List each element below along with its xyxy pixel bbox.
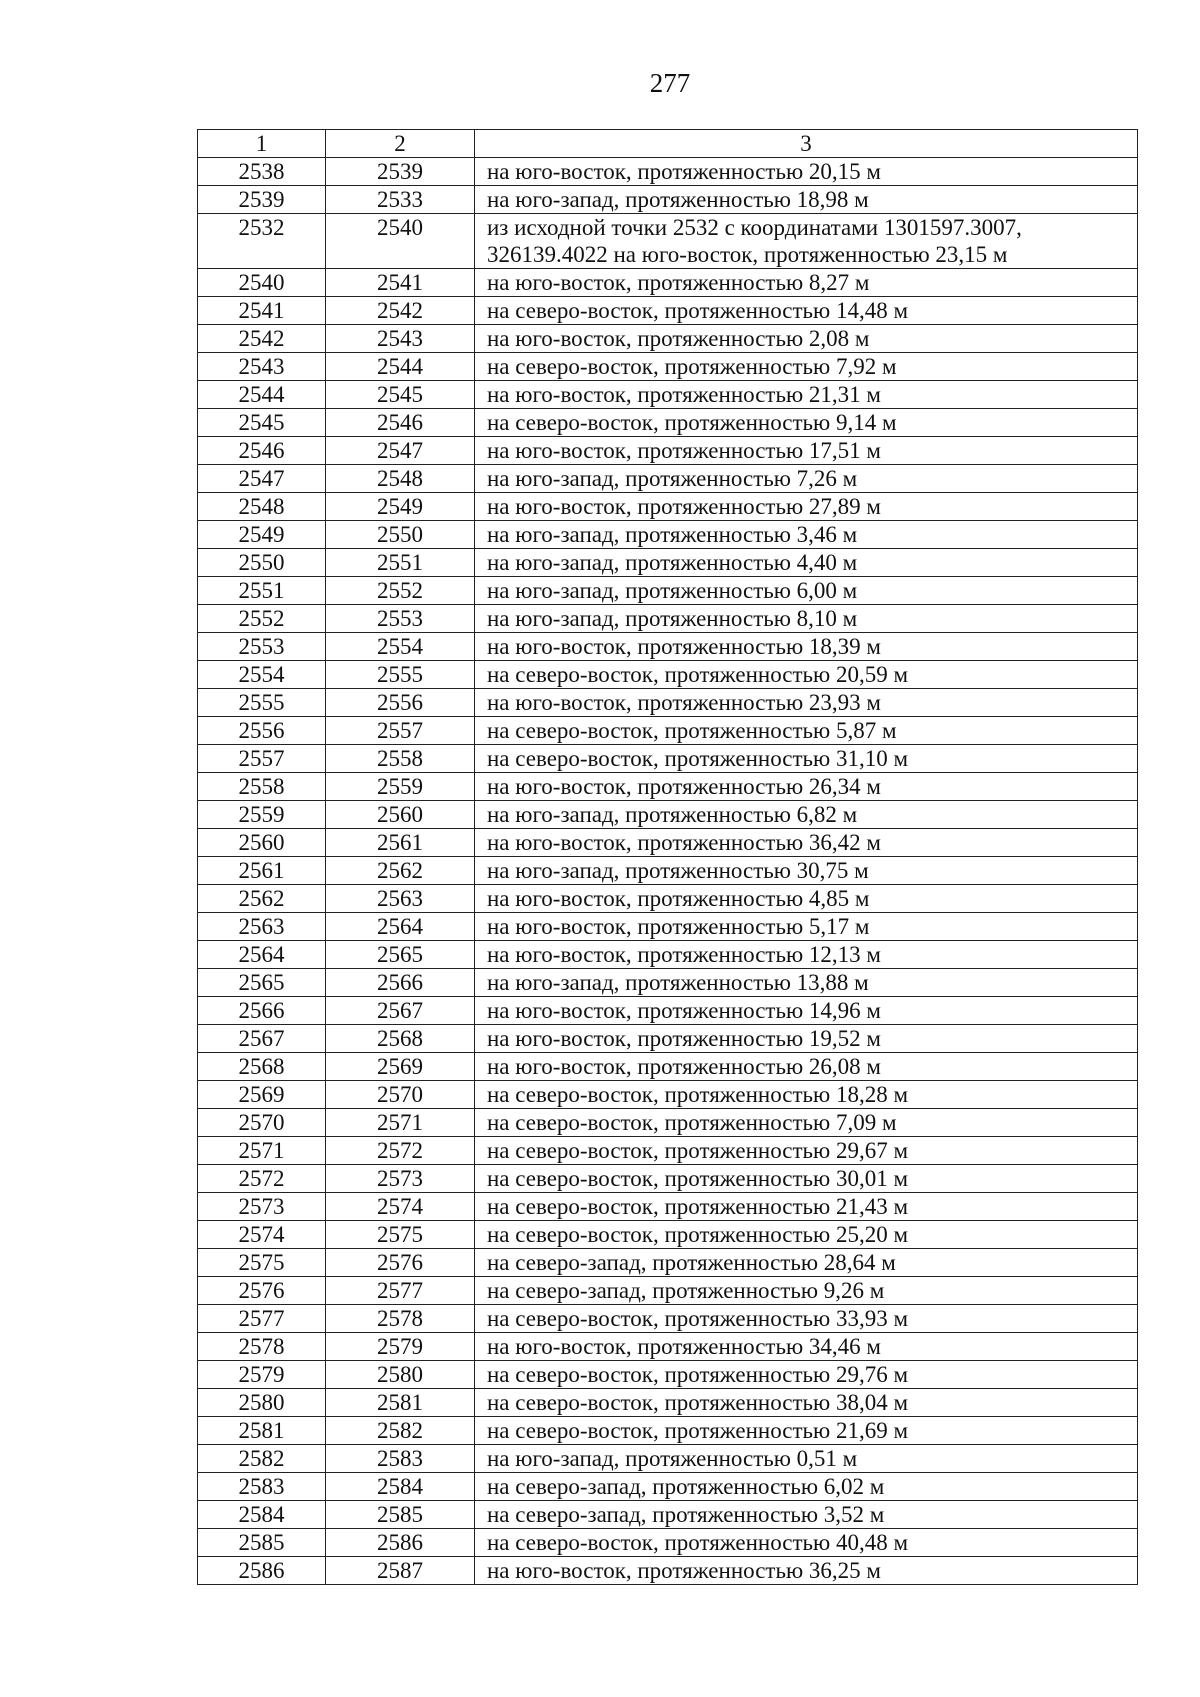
end-point-cell: 2563 bbox=[326, 885, 475, 913]
table-row bbox=[198, 1445, 1138, 1473]
table-row bbox=[198, 577, 1138, 605]
description-cell: на юго-восток, протяженностью 27,89 м bbox=[475, 493, 1138, 521]
description-cell: на юго-запад, протяженностью 30,75 м bbox=[475, 857, 1138, 885]
end-point-cell: 2565 bbox=[326, 941, 475, 969]
end-point-cell: 2586 bbox=[326, 1529, 475, 1557]
end-point-cell: 2577 bbox=[326, 1277, 475, 1305]
table-row bbox=[198, 1221, 1138, 1249]
start-point-cell: 2542 bbox=[198, 325, 326, 353]
table-row bbox=[198, 829, 1138, 857]
description-cell: из исходной точки 2532 с координатами 1301597.3007, 326139.4022 на юго-восток, протяженностью 23,15 м bbox=[475, 214, 1138, 269]
description-cell: на северо-восток, протяженностью 7,09 м bbox=[475, 1109, 1138, 1137]
start-point-cell: 2578 bbox=[198, 1333, 326, 1361]
table-row bbox=[198, 214, 1138, 269]
description-cell: на юго-запад, протяженностью 18,98 м bbox=[475, 186, 1138, 214]
end-point-cell: 2543 bbox=[326, 325, 475, 353]
description-cell: на северо-восток, протяженностью 29,67 м bbox=[475, 1137, 1138, 1165]
table-row bbox=[198, 1109, 1138, 1137]
start-point-cell: 2550 bbox=[198, 549, 326, 577]
table-row bbox=[198, 353, 1138, 381]
start-point-cell: 2577 bbox=[198, 1305, 326, 1333]
description-cell: на северо-восток, протяженностью 5,87 м bbox=[475, 717, 1138, 745]
end-point-cell: 2559 bbox=[326, 773, 475, 801]
table-row bbox=[198, 1193, 1138, 1221]
description-cell: на юго-восток, протяженностью 18,39 м bbox=[475, 633, 1138, 661]
table-row bbox=[198, 186, 1138, 214]
end-point-cell: 2571 bbox=[326, 1109, 475, 1137]
start-point-cell: 2545 bbox=[198, 409, 326, 437]
description-cell: на северо-восток, протяженностью 38,04 м bbox=[475, 1389, 1138, 1417]
table-row bbox=[198, 409, 1138, 437]
end-point-cell: 2555 bbox=[326, 661, 475, 689]
table-row bbox=[198, 1305, 1138, 1333]
table-row bbox=[198, 269, 1138, 297]
end-point-cell: 2572 bbox=[326, 1137, 475, 1165]
table-row bbox=[198, 1249, 1138, 1277]
end-point-cell: 2549 bbox=[326, 493, 475, 521]
start-point-cell: 2571 bbox=[198, 1137, 326, 1165]
end-point-cell: 2580 bbox=[326, 1361, 475, 1389]
description-cell: на северо-запад, протяженностью 28,64 м bbox=[475, 1249, 1138, 1277]
start-point-cell: 2552 bbox=[198, 605, 326, 633]
description-cell: на юго-восток, протяженностью 14,96 м bbox=[475, 997, 1138, 1025]
description-cell: на юго-запад, протяженностью 6,82 м bbox=[475, 801, 1138, 829]
start-point-cell: 2580 bbox=[198, 1389, 326, 1417]
start-point-cell: 2546 bbox=[198, 437, 326, 465]
description-cell: на юго-восток, протяженностью 26,34 м bbox=[475, 773, 1138, 801]
end-point-cell: 2568 bbox=[326, 1025, 475, 1053]
start-point-cell: 2558 bbox=[198, 773, 326, 801]
description-cell: на юго-восток, протяженностью 34,46 м bbox=[475, 1333, 1138, 1361]
start-point-cell: 2583 bbox=[198, 1473, 326, 1501]
start-point-cell: 2560 bbox=[198, 829, 326, 857]
end-point-cell: 2556 bbox=[326, 689, 475, 717]
end-point-cell: 2581 bbox=[326, 1389, 475, 1417]
end-point-cell: 2554 bbox=[326, 633, 475, 661]
table-row bbox=[198, 1361, 1138, 1389]
table-row bbox=[198, 437, 1138, 465]
boundary-table bbox=[197, 129, 1138, 1585]
start-point-cell: 2541 bbox=[198, 297, 326, 325]
start-point-cell: 2572 bbox=[198, 1165, 326, 1193]
end-point-cell: 2582 bbox=[326, 1417, 475, 1445]
description-cell: на юго-восток, протяженностью 36,42 м bbox=[475, 829, 1138, 857]
end-point-cell: 2574 bbox=[326, 1193, 475, 1221]
end-point-cell: 2544 bbox=[326, 353, 475, 381]
table-row bbox=[198, 969, 1138, 997]
table-row bbox=[198, 1473, 1138, 1501]
table-row bbox=[198, 745, 1138, 773]
start-point-cell: 2544 bbox=[198, 381, 326, 409]
end-point-cell: 2569 bbox=[326, 1053, 475, 1081]
table-row bbox=[198, 297, 1138, 325]
column-header-3: 3 bbox=[475, 130, 1138, 158]
start-point-cell: 2555 bbox=[198, 689, 326, 717]
description-cell: на юго-восток, протяженностью 23,93 м bbox=[475, 689, 1138, 717]
description-cell: на юго-запад, протяженностью 0,51 м bbox=[475, 1445, 1138, 1473]
start-point-cell: 2579 bbox=[198, 1361, 326, 1389]
end-point-cell: 2540 bbox=[326, 214, 475, 269]
start-point-cell: 2540 bbox=[198, 269, 326, 297]
description-cell: на юго-запад, протяженностью 6,00 м bbox=[475, 577, 1138, 605]
end-point-cell: 2584 bbox=[326, 1473, 475, 1501]
table-row bbox=[198, 857, 1138, 885]
start-point-cell: 2532 bbox=[198, 214, 326, 269]
start-point-cell: 2548 bbox=[198, 493, 326, 521]
start-point-cell: 2582 bbox=[198, 1445, 326, 1473]
end-point-cell: 2585 bbox=[326, 1501, 475, 1529]
table-row bbox=[198, 1081, 1138, 1109]
start-point-cell: 2585 bbox=[198, 1529, 326, 1557]
description-cell: на юго-восток, протяженностью 4,85 м bbox=[475, 885, 1138, 913]
table-row bbox=[198, 1277, 1138, 1305]
table-row bbox=[198, 1025, 1138, 1053]
start-point-cell: 2551 bbox=[198, 577, 326, 605]
table-row bbox=[198, 1053, 1138, 1081]
description-cell: на юго-запад, протяженностью 4,40 м bbox=[475, 549, 1138, 577]
start-point-cell: 2543 bbox=[198, 353, 326, 381]
start-point-cell: 2553 bbox=[198, 633, 326, 661]
table-row bbox=[198, 997, 1138, 1025]
end-point-cell: 2583 bbox=[326, 1445, 475, 1473]
end-point-cell: 2567 bbox=[326, 997, 475, 1025]
description-cell: на юго-запад, протяженностью 13,88 м bbox=[475, 969, 1138, 997]
start-point-cell: 2584 bbox=[198, 1501, 326, 1529]
end-point-cell: 2542 bbox=[326, 297, 475, 325]
start-point-cell: 2574 bbox=[198, 1221, 326, 1249]
table-row bbox=[198, 465, 1138, 493]
description-cell: на юго-восток, протяженностью 12,13 м bbox=[475, 941, 1138, 969]
description-cell: на юго-восток, протяженностью 5,17 м bbox=[475, 913, 1138, 941]
table-row bbox=[198, 1417, 1138, 1445]
end-point-cell: 2562 bbox=[326, 857, 475, 885]
start-point-cell: 2576 bbox=[198, 1277, 326, 1305]
table-row bbox=[198, 325, 1138, 353]
table-row bbox=[198, 717, 1138, 745]
description-cell: на северо-восток, протяженностью 7,92 м bbox=[475, 353, 1138, 381]
table-row bbox=[198, 605, 1138, 633]
description-cell: на юго-восток, протяженностью 19,52 м bbox=[475, 1025, 1138, 1053]
table-row bbox=[198, 885, 1138, 913]
end-point-cell: 2561 bbox=[326, 829, 475, 857]
description-cell: на юго-восток, протяженностью 2,08 м bbox=[475, 325, 1138, 353]
table-row bbox=[198, 158, 1138, 186]
end-point-cell: 2548 bbox=[326, 465, 475, 493]
description-cell: на северо-восток, протяженностью 31,10 м bbox=[475, 745, 1138, 773]
end-point-cell: 2560 bbox=[326, 801, 475, 829]
description-cell: на северо-восток, протяженностью 21,69 м bbox=[475, 1417, 1138, 1445]
table-row bbox=[198, 1165, 1138, 1193]
description-cell: на северо-восток, протяженностью 14,48 м bbox=[475, 297, 1138, 325]
end-point-cell: 2553 bbox=[326, 605, 475, 633]
description-cell: на северо-восток, протяженностью 30,01 м bbox=[475, 1165, 1138, 1193]
description-cell: на северо-запад, протяженностью 6,02 м bbox=[475, 1473, 1138, 1501]
start-point-cell: 2565 bbox=[198, 969, 326, 997]
start-point-cell: 2570 bbox=[198, 1109, 326, 1137]
table-row bbox=[198, 521, 1138, 549]
description-cell: на северо-запад, протяженностью 9,26 м bbox=[475, 1277, 1138, 1305]
end-point-cell: 2557 bbox=[326, 717, 475, 745]
page-number: 277 bbox=[649, 68, 691, 98]
start-point-cell: 2564 bbox=[198, 941, 326, 969]
end-point-cell: 2576 bbox=[326, 1249, 475, 1277]
table-row bbox=[198, 773, 1138, 801]
end-point-cell: 2579 bbox=[326, 1333, 475, 1361]
table-header-row bbox=[198, 130, 1138, 158]
description-cell: на северо-восток, протяженностью 18,28 м bbox=[475, 1081, 1138, 1109]
start-point-cell: 2557 bbox=[198, 745, 326, 773]
end-point-cell: 2541 bbox=[326, 269, 475, 297]
end-point-cell: 2547 bbox=[326, 437, 475, 465]
end-point-cell: 2539 bbox=[326, 158, 475, 186]
table-row bbox=[198, 1501, 1138, 1529]
table-row bbox=[198, 941, 1138, 969]
end-point-cell: 2575 bbox=[326, 1221, 475, 1249]
description-cell: на юго-восток, протяженностью 21,31 м bbox=[475, 381, 1138, 409]
description-cell: на юго-восток, протяженностью 26,08 м bbox=[475, 1053, 1138, 1081]
start-point-cell: 2563 bbox=[198, 913, 326, 941]
start-point-cell: 2561 bbox=[198, 857, 326, 885]
table-row bbox=[198, 801, 1138, 829]
table-row bbox=[198, 1557, 1138, 1585]
description-cell: на северо-запад, протяженностью 3,52 м bbox=[475, 1501, 1138, 1529]
end-point-cell: 2533 bbox=[326, 186, 475, 214]
table-row bbox=[198, 689, 1138, 717]
description-cell: на юго-запад, протяженностью 8,10 м bbox=[475, 605, 1138, 633]
end-point-cell: 2550 bbox=[326, 521, 475, 549]
description-cell: на северо-восток, протяженностью 40,48 м bbox=[475, 1529, 1138, 1557]
description-cell: на юго-восток, протяженностью 17,51 м bbox=[475, 437, 1138, 465]
start-point-cell: 2556 bbox=[198, 717, 326, 745]
description-cell: на юго-восток, протяженностью 8,27 м bbox=[475, 269, 1138, 297]
end-point-cell: 2551 bbox=[326, 549, 475, 577]
table-row bbox=[198, 493, 1138, 521]
end-point-cell: 2566 bbox=[326, 969, 475, 997]
description-cell: на северо-восток, протяженностью 21,43 м bbox=[475, 1193, 1138, 1221]
start-point-cell: 2567 bbox=[198, 1025, 326, 1053]
end-point-cell: 2558 bbox=[326, 745, 475, 773]
start-point-cell: 2581 bbox=[198, 1417, 326, 1445]
column-header-1: 1 bbox=[198, 130, 326, 158]
table-row bbox=[198, 661, 1138, 689]
description-cell: на юго-восток, протяженностью 20,15 м bbox=[475, 158, 1138, 186]
start-point-cell: 2562 bbox=[198, 885, 326, 913]
end-point-cell: 2564 bbox=[326, 913, 475, 941]
description-cell: на северо-восток, протяженностью 33,93 м bbox=[475, 1305, 1138, 1333]
end-point-cell: 2570 bbox=[326, 1081, 475, 1109]
start-point-cell: 2547 bbox=[198, 465, 326, 493]
start-point-cell: 2568 bbox=[198, 1053, 326, 1081]
start-point-cell: 2559 bbox=[198, 801, 326, 829]
start-point-cell: 2566 bbox=[198, 997, 326, 1025]
start-point-cell: 2573 bbox=[198, 1193, 326, 1221]
end-point-cell: 2578 bbox=[326, 1305, 475, 1333]
description-cell: на северо-восток, протяженностью 29,76 м bbox=[475, 1361, 1138, 1389]
start-point-cell: 2569 bbox=[198, 1081, 326, 1109]
table-row bbox=[198, 549, 1138, 577]
description-cell: на юго-запад, протяженностью 7,26 м bbox=[475, 465, 1138, 493]
start-point-cell: 2554 bbox=[198, 661, 326, 689]
description-cell: на северо-восток, протяженностью 20,59 м bbox=[475, 661, 1138, 689]
table-row bbox=[198, 633, 1138, 661]
end-point-cell: 2546 bbox=[326, 409, 475, 437]
start-point-cell: 2549 bbox=[198, 521, 326, 549]
description-cell: на юго-запад, протяженностью 3,46 м bbox=[475, 521, 1138, 549]
end-point-cell: 2573 bbox=[326, 1165, 475, 1193]
table-row bbox=[198, 1529, 1138, 1557]
table-row bbox=[198, 381, 1138, 409]
table-row bbox=[198, 1389, 1138, 1417]
end-point-cell: 2587 bbox=[326, 1557, 475, 1585]
start-point-cell: 2586 bbox=[198, 1557, 326, 1585]
end-point-cell: 2552 bbox=[326, 577, 475, 605]
description-cell: на юго-восток, протяженностью 36,25 м bbox=[475, 1557, 1138, 1585]
table-row bbox=[198, 1333, 1138, 1361]
start-point-cell: 2575 bbox=[198, 1249, 326, 1277]
table-row bbox=[198, 1137, 1138, 1165]
start-point-cell: 2539 bbox=[198, 186, 326, 214]
table-row bbox=[198, 913, 1138, 941]
description-cell: на северо-восток, протяженностью 25,20 м bbox=[475, 1221, 1138, 1249]
description-cell: на северо-восток, протяженностью 9,14 м bbox=[475, 409, 1138, 437]
start-point-cell: 2538 bbox=[198, 158, 326, 186]
end-point-cell: 2545 bbox=[326, 381, 475, 409]
column-header-2: 2 bbox=[326, 130, 475, 158]
